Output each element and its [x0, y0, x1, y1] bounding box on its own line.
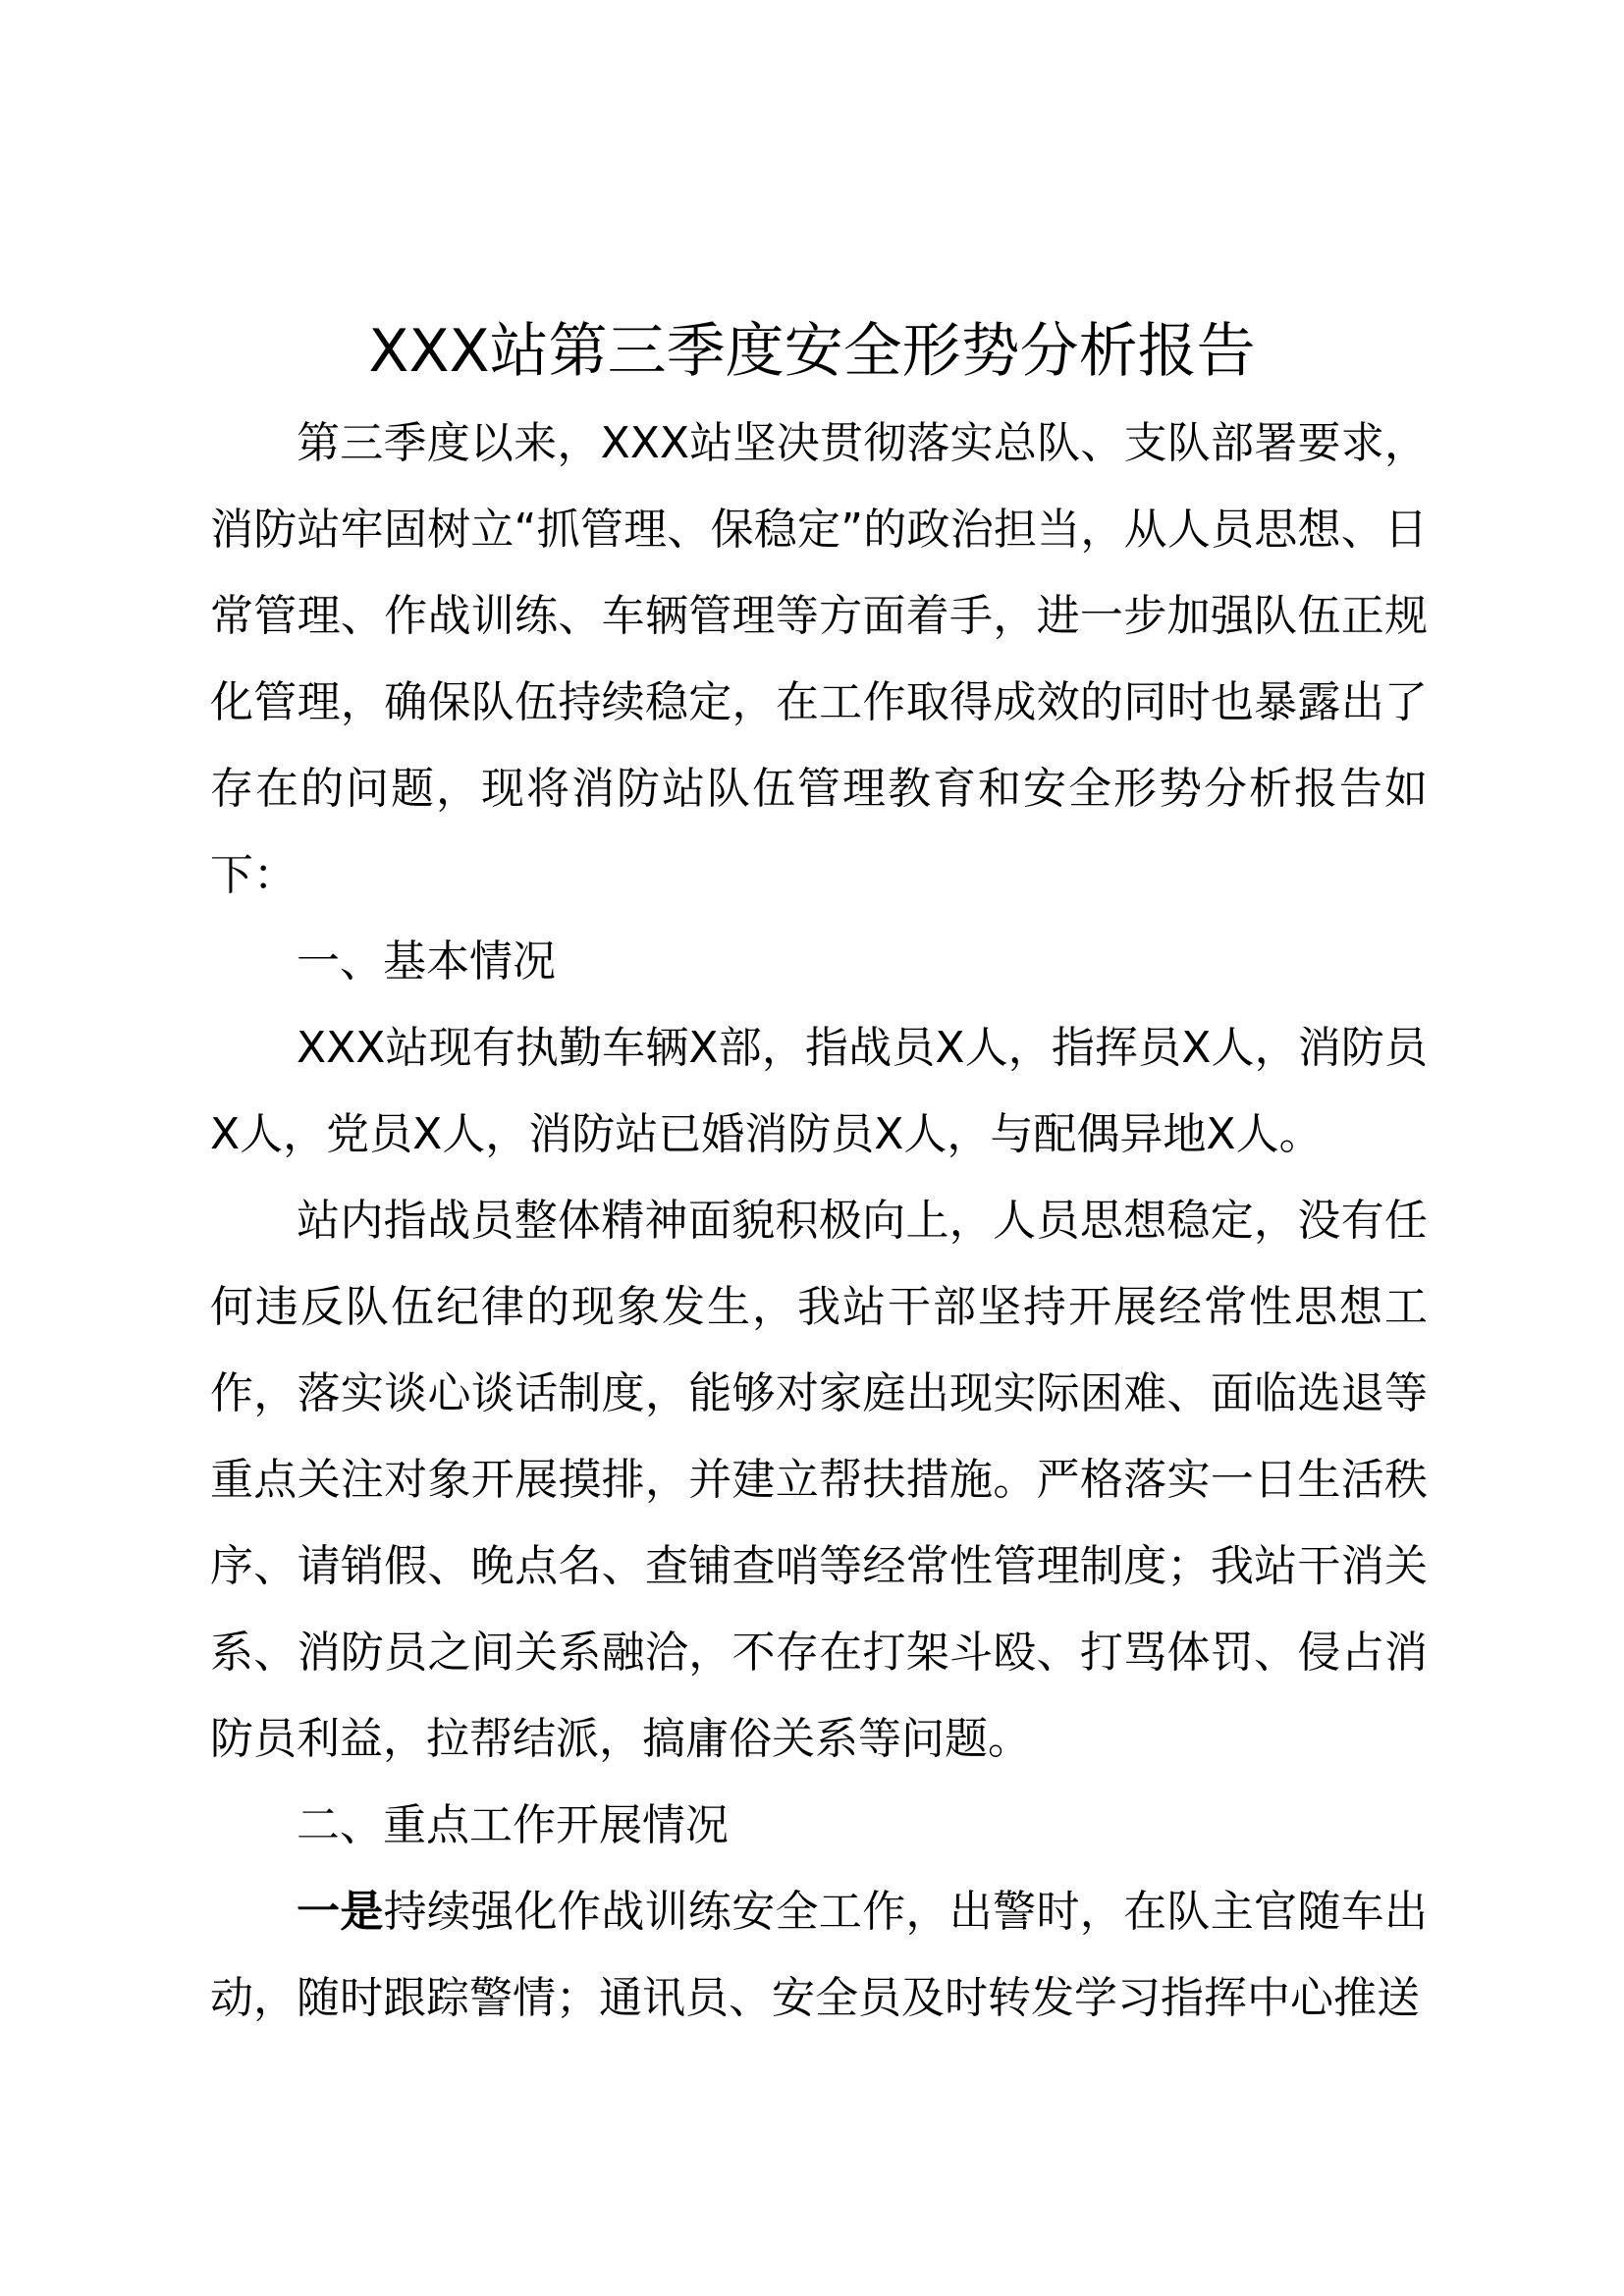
key-work-item-1-lead: 一是	[297, 1887, 384, 1937]
key-work-item-1	[210, 1869, 1428, 2042]
basic-situation-paragraph-staffing: XXX站现有执勤车辆X部，指战员X人，指挥员X人，消防员X人，党员X人，消防站已婚消防员X人，与配偶异地X人。	[210, 1023, 1428, 1159]
document-body	[210, 400, 1428, 2042]
key-work-item-1-text: 持续强化作战训练安全工作，出警时，在队主官随车出动，随时跟踪警情；通讯员、安全员及时转发学习指挥中心推送	[210, 1887, 1428, 2023]
intro-paragraph: 第三季度以来，XXX站坚决贯彻落实总队、支队部署要求，消防站牢固树立“抓管理、保稳定”的政治担当，从人员思想、日常管理、作战训练、车辆管理等方面着手，进一步加强队伍正规化管理，确保队伍持续稳定，在工作取得成效的同时也暴露出了存在的问题，现将消防站队伍管理教育和安全形势分析报告如下：	[210, 418, 1428, 900]
section-heading-key-work: 二、重点工作开展情况	[297, 1800, 729, 1850]
section-heading-basic-situation: 一、基本情况	[297, 936, 556, 987]
basic-situation-paragraph-morale: 站内指战员整体精神面貌积极向上，人员思想稳定，没有任何违反队伍纪律的现象发生，我站干部坚持开展经常性思想工作，落实谈心谈话制度，能够对家庭出现实际困难、面临选退等重点关注对象开展摸排，并建立帮扶措施。严格落实一日生活秩序、请销假、晚点名、查铺查哨等经常性管理制度；我站干消关系、消防员之间关系融洽，不存在打架斗殴、打骂体罚、侵占消防员利益，拉帮结派，搞庸俗关系等问题。	[210, 1196, 1428, 1764]
document-title: XXX站第三季度安全形势分析报告	[368, 317, 1256, 386]
